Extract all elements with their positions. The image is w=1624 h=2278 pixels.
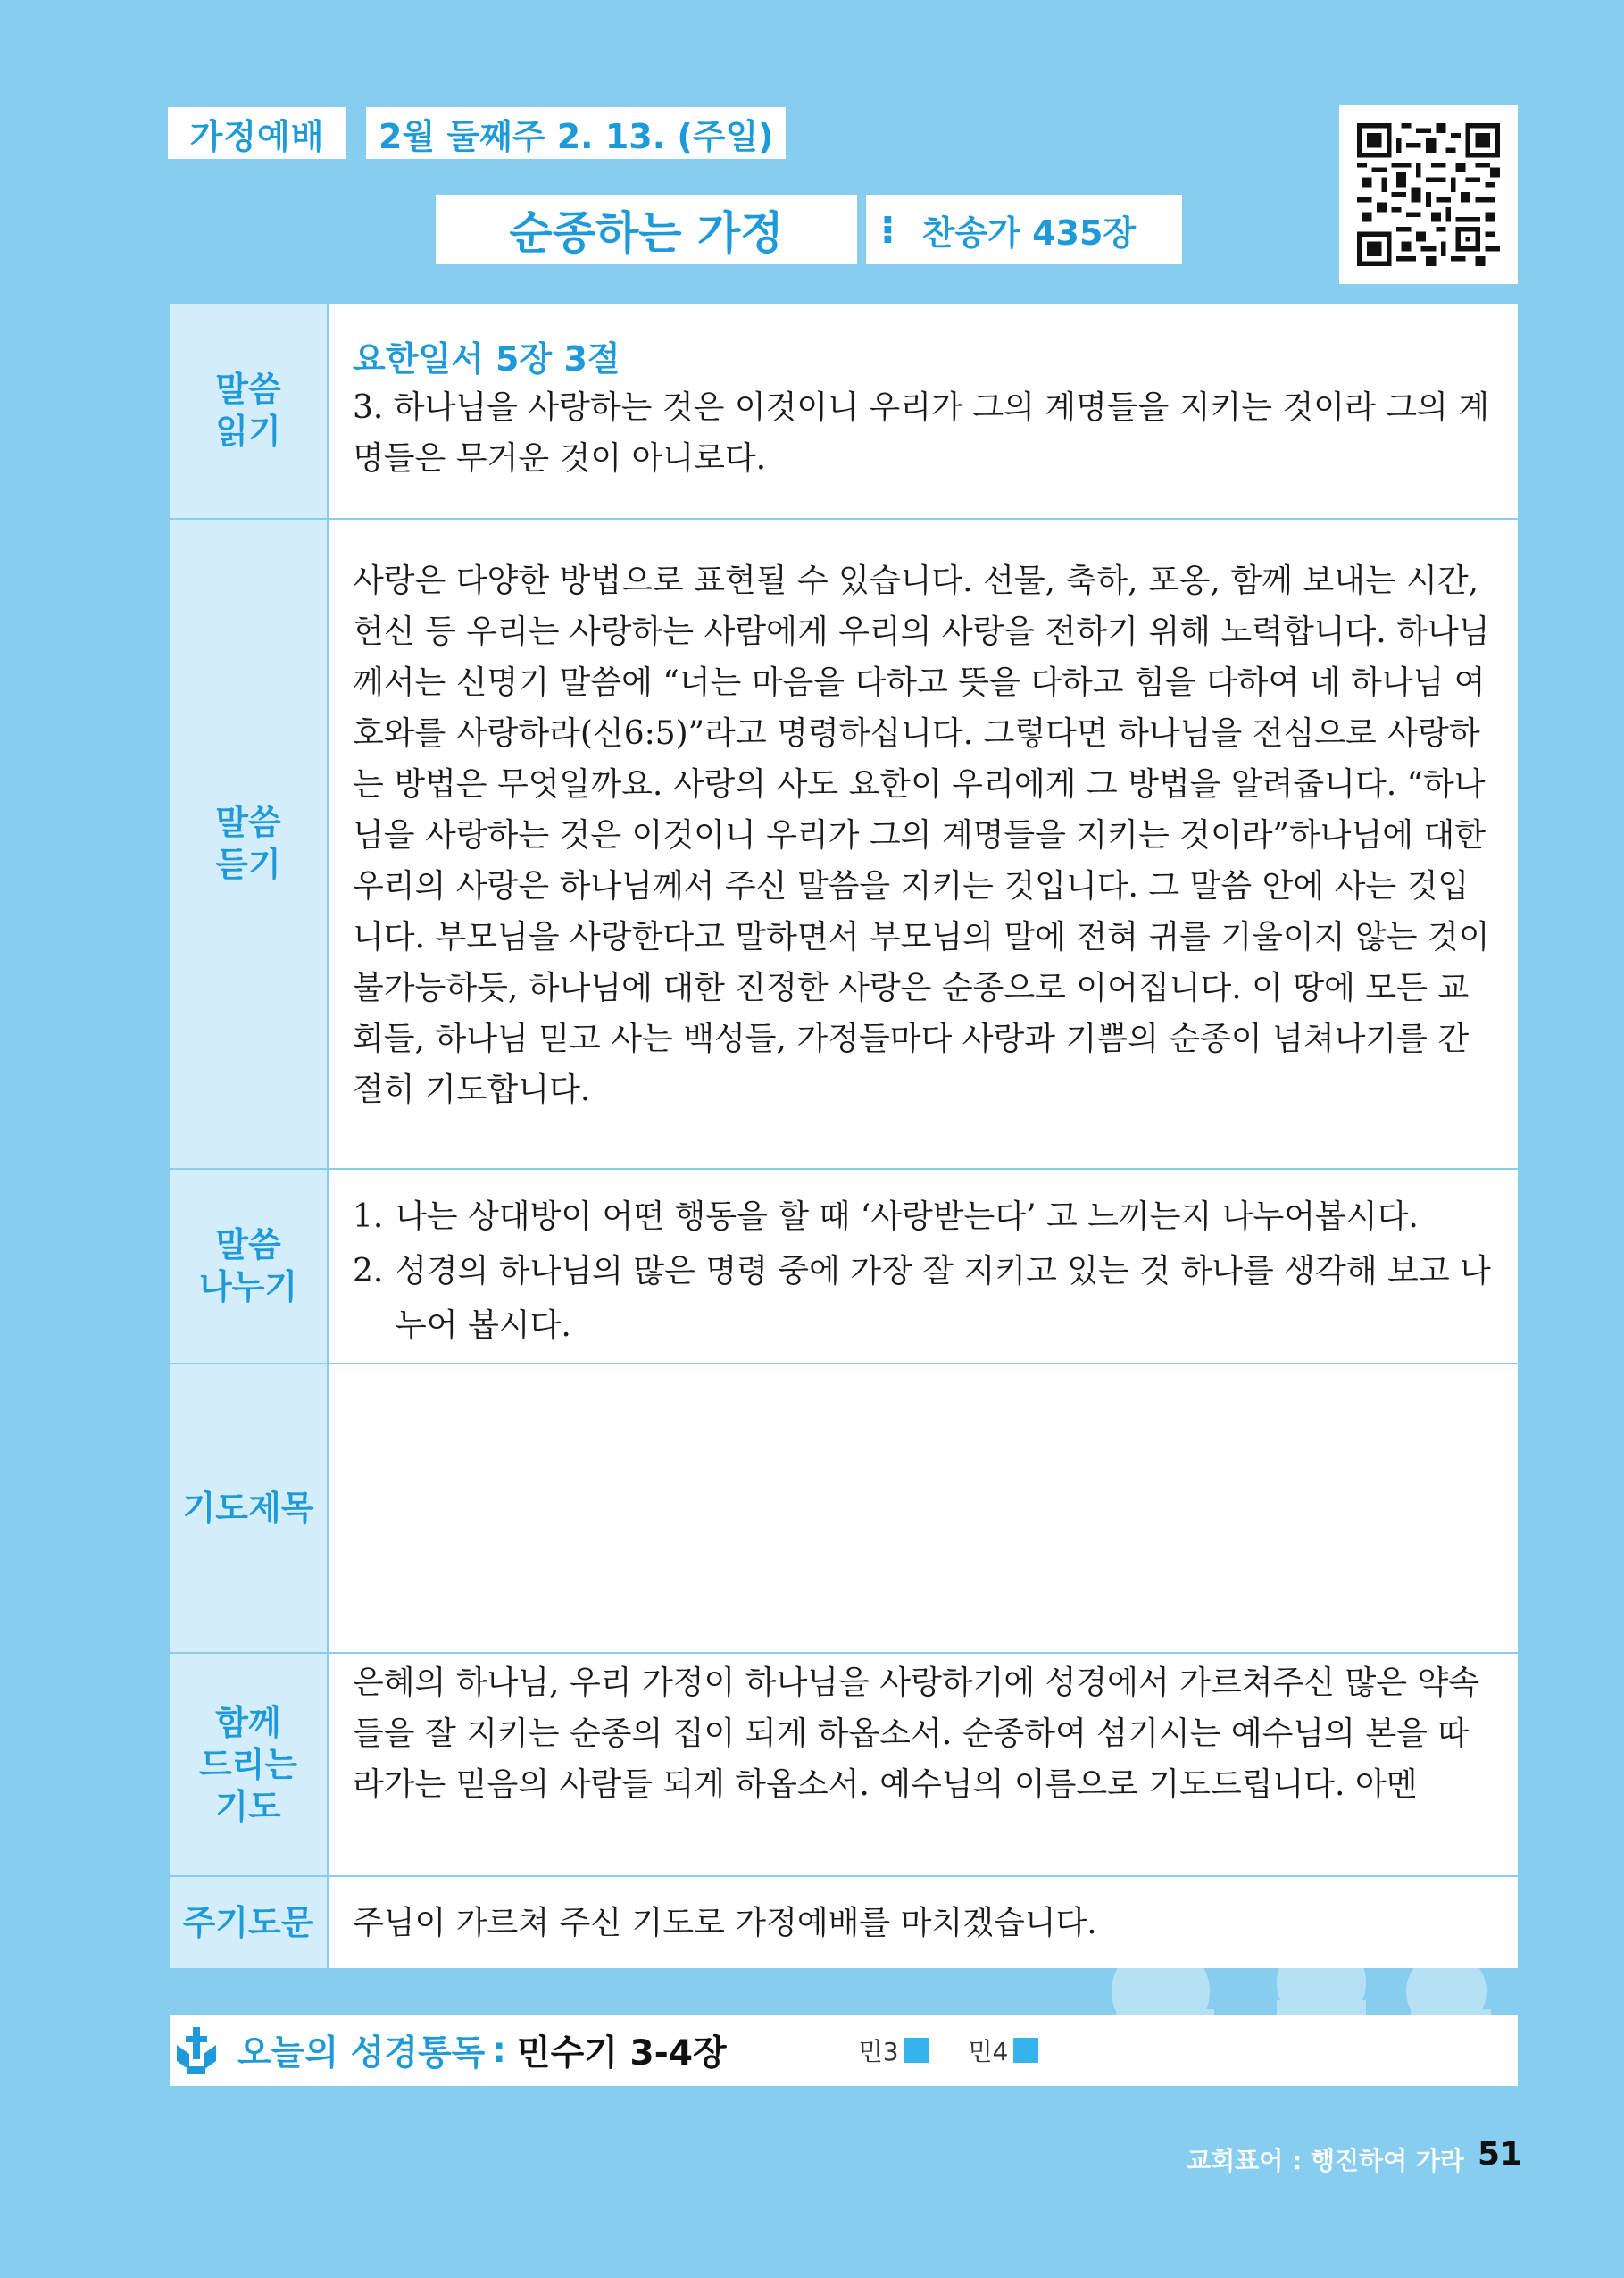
list-item: 2. 성경의 하나님의 많은 명령 중에 가장 잘 지키고 있는 것 하나를 생각해 보고 나누어 봅시다. xyxy=(353,1253,1491,1344)
label-prayer-topics: 기도제목 xyxy=(170,1364,329,1652)
bible-reading-icon xyxy=(175,2027,218,2074)
reading-check-label: 민3 xyxy=(858,2037,899,2066)
page-title: 순종하는 가정 xyxy=(436,195,857,264)
service-tag: 가정예배 xyxy=(168,107,346,159)
scripture-reference: 요한일서 5장 3절 xyxy=(353,339,620,379)
row-listening xyxy=(170,518,1518,1168)
hymn-number: 찬송가 435장 xyxy=(921,213,1137,253)
reading-check-2[interactable] xyxy=(969,2032,1039,2068)
sermon-text: 사랑은 다양한 방법으로 표현될 수 있습니다. 선물, 축하, 포옹, 함께 보내는 시간, 헌신 등 우리는 사랑하는 사람에게 우리의 사랑을 전하기 위해 노력합니다. 하나님께서는 신명기 말씀에 “너는 마음을 다하고 뜻을 다하고 힘을 다하여 네 하나님 여호와를 사랑하라(신6:5)”라고 명령하십니다. 그렇다면 하나님을 전심으로 사랑하는 방법은 무엇일까요. 사랑의 사도 요한이 우리에게 그 방법을 알려줍니다. “하나님을 사랑하는 것은 이것이니 우리가 그의 계명들을 지키는 것이라”하나님에 대한 우리의 사랑은 하나님께서 주신 말씀을 지키는 것입니다. 그 말씀 안에 사는 것입니다. 부모님을 사랑한다고 말하면서 부모님의 말에 전혀 귀를 기울이지 않는 것이 불가능하듯, 하나님에 대한 진정한 사랑은 순종으로 이어집니다. 이 땅에 모든 교회들, 하나님 믿고 사는 백성들, 가정들마다 사랑과 기쁨의 순종이 넘쳐나기를 간절히 기도합니다. xyxy=(353,563,1490,1108)
label-sharing: 말씀 나누기 xyxy=(170,1170,329,1363)
sharing-content xyxy=(353,1170,1498,1363)
qr-code-icon[interactable] xyxy=(1339,105,1518,284)
discussion-list xyxy=(353,1189,1498,1353)
date-tag: 2월 둘째주 2. 13. (주일) xyxy=(366,107,786,159)
checkbox[interactable] xyxy=(1013,2038,1038,2063)
prayer-text: 은혜의 하나님, 우리 가정이 하나님을 사랑하기에 성경에서 가르쳐주신 많은 약속들을 잘 지키는 순종의 집이 되게 하옵소서. 순종하여 섬기시는 예수님의 본을 따라가는 믿음의 사람들 되게 하옵소서. 예수님의 이름으로 기도드립니다. 아멘 xyxy=(353,1665,1480,1803)
reading-content xyxy=(353,304,1498,518)
worship-table xyxy=(170,304,1518,1968)
label-reading: 말씀 읽기 xyxy=(170,304,329,518)
bible-reading-value: 민수기 3-4장 xyxy=(516,2033,727,2074)
row-lords-prayer xyxy=(170,1875,1518,1968)
bible-reading-colon: : xyxy=(492,2030,506,2071)
prayer-topics-blank[interactable] xyxy=(353,1364,1498,1652)
row-sharing xyxy=(170,1168,1518,1363)
closing-text: 주님이 가르쳐 주신 기도로 가정예배를 마치겠습니다. xyxy=(353,1904,1097,1941)
row-together-prayer xyxy=(170,1652,1518,1875)
scripture-text: 3. 하나님을 사랑하는 것은 이것이니 우리가 그의 계명들을 지키는 것이라 그의 계명들은 무거운 것이 아니로다. xyxy=(353,389,1490,477)
church-motto: 교회표어 : 행진하여 가라 xyxy=(1187,2146,1464,2175)
hymn-box xyxy=(866,195,1182,264)
row-reading xyxy=(170,304,1518,518)
page-number: 51 xyxy=(1478,2136,1523,2173)
label-lords-prayer: 주기도문 xyxy=(170,1877,329,1968)
label-listening: 말씀 듣기 xyxy=(170,520,329,1168)
row-prayer-topics xyxy=(170,1363,1518,1652)
bible-reading-bar xyxy=(170,2015,1518,2086)
colon-separator: ⁝ xyxy=(880,206,895,253)
list-item: 1. 나는 상대방이 어떤 행동을 할 때 ‘사랑받는다’ 고 느끼는지 나누어봅시다. xyxy=(353,1198,1419,1235)
label-together-prayer: 함께 드리는 기도 xyxy=(170,1654,329,1875)
checkbox[interactable] xyxy=(904,2038,929,2063)
reading-check-label: 민4 xyxy=(968,2037,1009,2066)
reading-check-1[interactable] xyxy=(859,2032,929,2068)
bible-reading-label: 오늘의 성경통독 xyxy=(237,2033,486,2074)
